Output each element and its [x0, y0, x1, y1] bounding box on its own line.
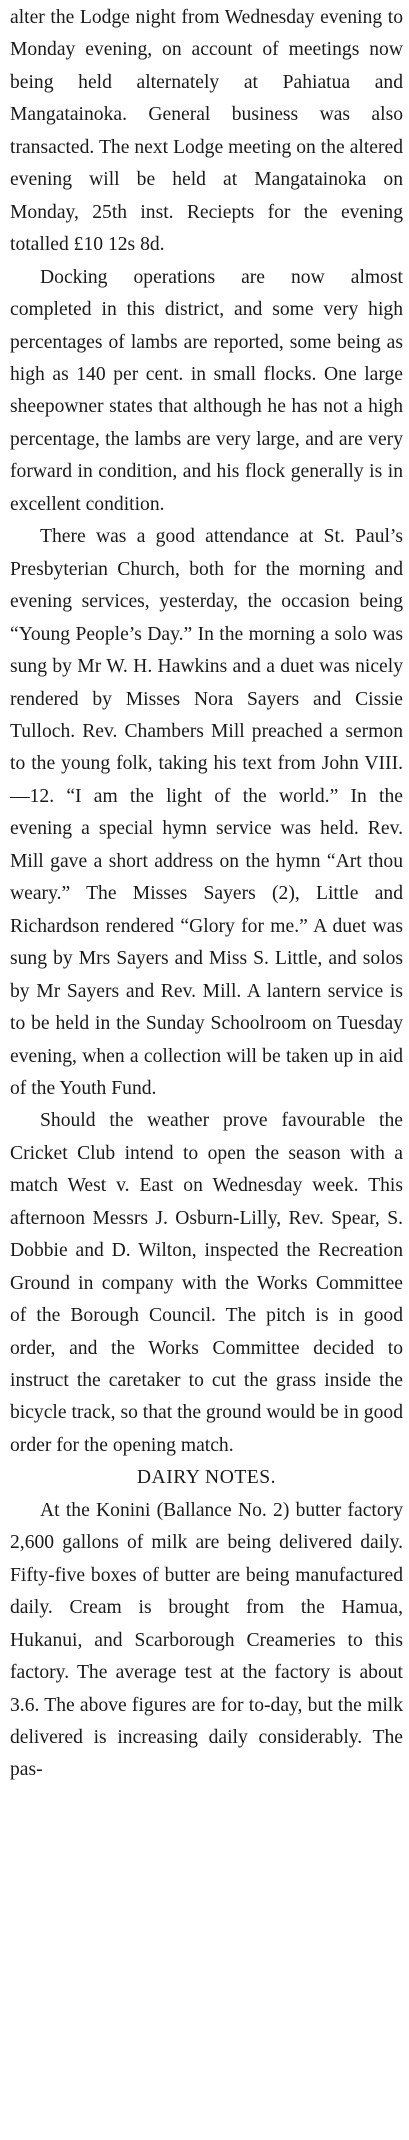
paragraph-church-service: There was a good attendance at St. Paul’s Presbyterian Church, both for the morning and evening services, yesterday, the occasion being “Young People’s Day.” In the morning a solo was sung by Mr W. H. Hawkins and a duet was nicely rendered by Misses Nora Sayers and Cissie Tulloch. Rev. Chambers Mill preached a sermon to the young folk, taking his text from John VIII.—12. “I am the light of the world.” In the evening a special hymn service was held. Rev. Mill gave a short address on the hymn “Art thou weary.” The Misses Sayers (2), Little and Richardson rendered “Glory for me.” A duet was sung by Mrs Sayers and Miss S. Little, and solos by Mr Sayers and Rev. Mill. A lantern service is to be held in the Sunday Schoolroom on Tuesday evening, when a collection will be taken up in aid of the Youth Fund.	[10, 526, 403, 1099]
paragraph-lodge-meeting: alter the Lodge night from Wednesday evening to Monday evening, on account of meetings now being held alternately at Pahiatua and Mangatainoka. General business was also transacted. The next Lodge meeting on the altered evening will be held at Mangatainoka on Monday, 25th inst. Reciepts for the evening totalled £10 12s 8d.	[10, 7, 403, 256]
section-heading: DAIRY NOTES.	[136, 1467, 277, 1489]
paragraph-docking-operations: Docking operations are now almost completed in this district, and some very high percentages of lambs are reported, some being as high as 140 per cent. in small flocks. One large sheepowner states that although he has not a high percentage, the lambs are very large, and are very forward in condition, and his flock generally is in excellent condition.	[10, 266, 403, 515]
paragraph-cricket-club: Should the weather prove favourable the Cricket Club intend to open the season with a match West v. East on Wednesday week. This afternoon Messrs J. Osburn-Lilly, Rev. Spear, S. Dobbie and D. Wilton, inspected the Recreation Ground in company with the Works Committee of the Borough Council. The pitch is in good order, and the Works Committee decided to instruct the caretaker to cut the grass inside the bicycle track, so that the ground would be in good order for the opening match.	[10, 1110, 403, 1456]
paragraph-dairy-factory: At the Konini (Ballance No. 2) butter factory 2,600 gallons of milk are being delivered daily. Fifty-five boxes of butter are being manufactured daily. Cream is brought from the Hamua, Hukanui, and Scarborough Creameries to this factory. The average test at the factory is about 3.6. The above figures are for to-day, but the milk delivered is increasing daily considerably. The pas-	[10, 1499, 403, 1781]
